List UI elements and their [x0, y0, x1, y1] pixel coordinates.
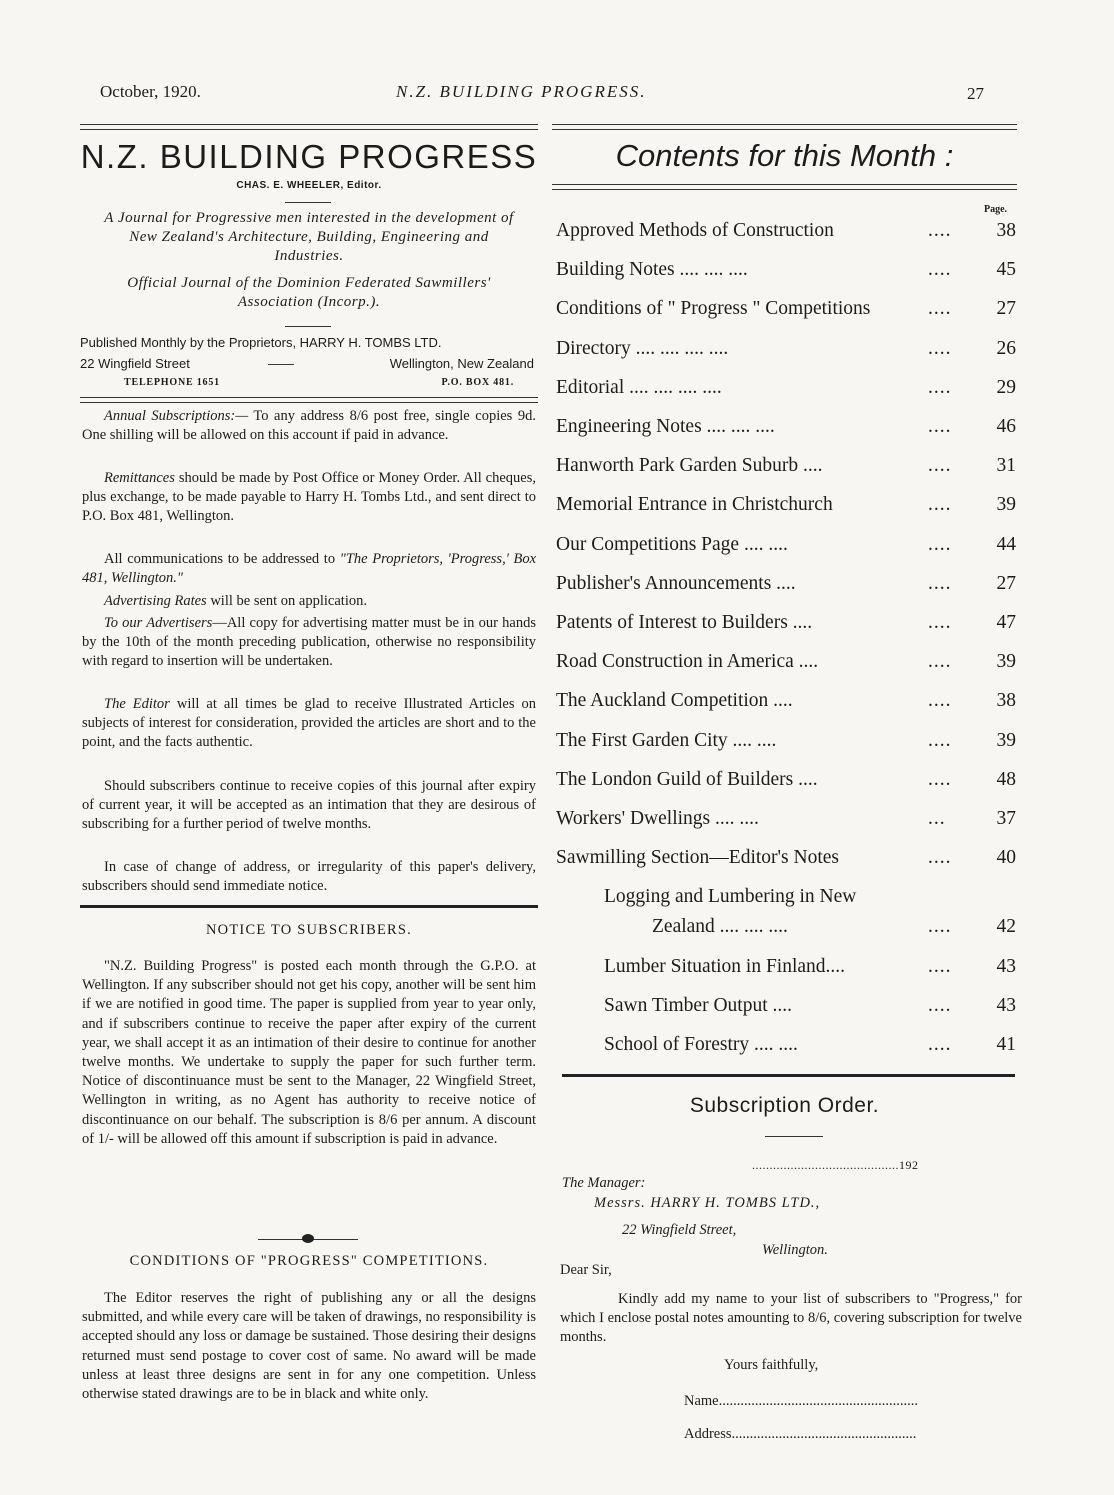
contents-leader-dots: ....	[928, 651, 952, 673]
notice-heading: NOTICE TO SUBSCRIBERS.	[206, 922, 412, 938]
contents-entry-page: 47	[996, 612, 1016, 633]
contents-entry-title: Logging and Lumbering in New	[604, 886, 857, 908]
contents-entry-title: Editorial .... .... .... ....	[556, 376, 722, 398]
contents-row	[556, 573, 1018, 603]
address-dash: ——	[268, 356, 294, 371]
ornament-icon	[302, 1234, 314, 1243]
communications-paragraph	[82, 550, 536, 588]
contents-row	[556, 377, 1018, 407]
subscription-title: Subscription Order.	[689, 1094, 880, 1117]
editor-paragraph	[82, 695, 536, 753]
contents-row	[556, 534, 1018, 564]
contents-entry-title: School of Forestry .... ....	[604, 1034, 798, 1055]
contents-entry-title: Patents of Interest to Builders ....	[556, 612, 813, 633]
contents-leader-dots: ....	[928, 337, 952, 359]
contents-entry-page: 43	[996, 994, 1016, 1016]
contents-entry-title: Zealand .... .... ....	[652, 916, 788, 938]
contents-row	[556, 916, 1018, 946]
page-number: 27	[967, 84, 984, 103]
contents-row	[556, 455, 1018, 485]
contents-entry-page: 45	[996, 259, 1016, 281]
running-head	[100, 82, 984, 106]
contents-leader-dots: ....	[928, 572, 952, 594]
editor-body: will at all times be glad to receive Illustrated Articles on subjects of interest for consideration, provided the articles are short and to the point, and the facts authentic.	[82, 696, 537, 751]
name-field[interactable]: Name.......................................................	[684, 1393, 918, 1409]
contents-top-rule	[552, 184, 1017, 190]
contents-entry-page: 27	[996, 298, 1016, 320]
contents-entry-page: 41	[996, 1034, 1016, 1055]
contents-leader-dots: ....	[928, 494, 952, 516]
contents-leader-dots: ....	[928, 612, 952, 633]
contents-leader-dots: ....	[928, 1034, 952, 1055]
contents-row	[556, 651, 1018, 681]
competitions-paragraph	[82, 1289, 536, 1404]
communications-address: "The Proprietors, 'Progress,' Box 481, Wellington."	[82, 551, 537, 587]
date-line: ..........................................192	[752, 1158, 919, 1172]
subscription-body-paragraph	[560, 1290, 1022, 1348]
contents-entry-title: Workers' Dwellings .... ....	[556, 808, 759, 829]
manager-line	[562, 1175, 645, 1192]
contents-entry-page: 37	[996, 808, 1016, 829]
change-address-body: In case of change of address, or irregularity of this paper's delivery, subscribers should send immediate notice.	[82, 859, 536, 895]
contents-row	[556, 769, 1018, 799]
running-title: N.Z. BUILDING PROGRESS.	[396, 82, 647, 101]
contents-entry-page: 38	[996, 220, 1016, 241]
remittances-lead: Remittances	[104, 470, 175, 486]
contents-leader-dots: ....	[928, 455, 952, 477]
contents-entry-title: Building Notes .... .... ....	[556, 259, 748, 281]
contents-row	[556, 298, 1018, 328]
advertisers-lead: To our Advertisers	[104, 615, 213, 631]
contents-entry-page: 31	[996, 455, 1016, 477]
contents-entry-page: 29	[996, 376, 1016, 398]
contents-entry-title: Publisher's Announcements ....	[556, 572, 796, 594]
street-text: 22 Wingfield Street,	[622, 1222, 737, 1238]
contents-entry-page: 26	[996, 337, 1016, 359]
contents-row	[556, 338, 1018, 368]
contents-entry-title: Sawmilling Section—Editor's Notes	[556, 847, 839, 869]
contents-entry-page: 39	[996, 729, 1016, 751]
advertisers-body: —All copy for advertising matter must be in our hands by the 10th of the month preceding publication, otherwise no responsibility with regard to insertion will be undertaken.	[82, 615, 536, 670]
subscriptions-body: To any address 8/6 post free, single copies 9d. One shilling will be allowed on this account if paid in advance.	[82, 408, 536, 444]
contents-leader-dots: ....	[928, 994, 952, 1016]
contents-entry-page: 39	[996, 651, 1016, 673]
short-rule	[765, 1136, 823, 1137]
contents-row	[556, 995, 1018, 1025]
editor-lead: The Editor	[104, 696, 170, 712]
contents-row	[556, 416, 1018, 446]
contents-entry-title: The First Garden City .... ....	[556, 729, 777, 751]
street-line	[622, 1222, 736, 1239]
advertisers-paragraph	[82, 614, 536, 672]
firm-line	[594, 1195, 820, 1212]
salutation: Dear Sir,	[560, 1262, 612, 1278]
competitions-heading: CONDITIONS OF "PROGRESS" COMPETITIONS.	[129, 1253, 489, 1269]
contents-entry-title: Memorial Entrance in Christchurch	[556, 494, 833, 516]
contents-entry-page: 46	[996, 416, 1016, 437]
address-field[interactable]: Address...................................................	[684, 1426, 917, 1442]
street-text: 22 Wingfield Street	[80, 356, 190, 371]
remittances-body: should be made by Post Office or Money Order. All cheques, plus exchange, to be made payable to Harry H. Tombs Ltd., and sent direct to P.O. Box 481, Wellington.	[82, 470, 536, 525]
contents-entry-page: 44	[996, 533, 1016, 555]
contents-entry-title: Approved Methods of Construction	[556, 220, 834, 241]
contents-leader-dots: ....	[928, 690, 952, 712]
contents-leader-dots: ...	[928, 808, 946, 829]
contents-entry-page: 27	[996, 572, 1016, 594]
contents-entry-page: 40	[996, 847, 1016, 869]
tagline-text: A Journal for Progressive men interested in the development of New Zealand's Architecture, Building, Engineering and Industries.	[104, 210, 514, 264]
publisher-text: Published Monthly by the Proprietors, HARRY H. TOMBS LTD.	[80, 335, 442, 350]
contents-leader-dots: ....	[928, 376, 952, 398]
notice-body: "N.Z. Building Progress" is posted each month through the G.P.O. at Wellington. If any subscriber should not get his copy, another will be sent him if we are notified in good time. The paper is supplied from year to year only, and if subscribers continue to receive the paper after expiry of the current year, we shall accept it as an intimation of their desire to continue for another twelve months. We undertake to supply the paper for such further term. Notice of discontinuance must be sent to the Manager, 22 Wingfield Street, Wellington in writing, as no Agent has authority to receive notice of discontinuance on our behalf. The subscription is 8/6 per annum. A discount of 1/- will be allowed off this amount if subscription is paid in advance.	[82, 958, 536, 1147]
contents-entry-page: 38	[996, 690, 1016, 712]
contents-entry-page: 42	[996, 916, 1016, 938]
contents-entry-page: 48	[996, 768, 1016, 790]
continue-paragraph	[82, 777, 536, 835]
communications-body: All communications to be addressed to	[104, 551, 336, 567]
advertising-lead: Advertising Rates	[104, 593, 207, 609]
subscription-body: Kindly add my name to your list of subscribers to "Progress," for which I enclose postal notes amounting to 8/6, covering subscription for twelve months.	[560, 1291, 1022, 1346]
city-line	[762, 1242, 828, 1259]
contents-entry-title: Lumber Situation in Finland....	[604, 955, 846, 977]
continue-body: Should subscribers continue to receive copies of this journal after expiry of current year, it will be accepted as an intimation that they are desirous of subscribing for a further period of twelve months.	[82, 778, 536, 833]
contents-leader-dots: ....	[928, 916, 952, 938]
contents-title: Contents for this Month :	[615, 138, 954, 173]
contents-leader-dots: ....	[928, 768, 952, 790]
contents-leader-dots: ....	[928, 533, 952, 555]
contents-row	[556, 847, 1018, 877]
contents-leader-dots: ....	[928, 955, 952, 977]
city-text: Wellington, New Zealand	[389, 356, 534, 371]
contents-row	[556, 730, 1018, 760]
pobox-text: P.O. BOX 481.	[441, 377, 514, 388]
official-journal-text: Official Journal of the Dominion Federated Sawmillers' Association (Incorp.).	[127, 275, 491, 310]
closing: Yours faithfully,	[724, 1357, 819, 1373]
contents-row	[556, 886, 1018, 916]
contents-row	[556, 808, 1018, 838]
masthead-title: N.Z. BUILDING PROGRESS	[80, 138, 538, 175]
top-rule-right	[552, 124, 1017, 130]
contents-row	[556, 956, 1018, 986]
short-rule	[285, 202, 331, 203]
contents-entry-page: 43	[996, 955, 1016, 977]
contents-bottom-rule	[562, 1074, 1015, 1077]
contents-entry-title: The Auckland Competition ....	[556, 690, 793, 712]
journal-tagline	[100, 209, 518, 312]
notice-paragraph	[82, 957, 536, 1149]
contents-leader-dots: ....	[928, 416, 952, 437]
contents-leader-dots: ....	[928, 729, 952, 751]
contents-entry-title: Engineering Notes .... .... ....	[556, 416, 775, 437]
contents-entry-title: Hanworth Park Garden Suburb ....	[556, 455, 823, 477]
contents-entry-title: Conditions of " Progress " Competitions	[556, 298, 871, 320]
short-rule	[285, 326, 331, 327]
city-text: Wellington.	[762, 1242, 828, 1258]
contents-row	[556, 690, 1018, 720]
contents-leader-dots: ....	[928, 220, 952, 241]
contents-row	[556, 220, 1018, 250]
contents-row	[556, 259, 1018, 289]
manager-text: The Manager:	[562, 1175, 646, 1191]
contents-leader-dots: ....	[928, 847, 952, 869]
contents-entry-title: The London Guild of Builders ....	[556, 768, 818, 790]
telephone-text: TELEPHONE 1651	[124, 377, 220, 388]
competitions-body: The Editor reserves the right of publishing any or all the designs submitted, and while every care will be taken of drawings, no responsibility is accepted should any loss or damage be sustained. Those desiring their designs returned must send postage to cover cost of same. No award will be made unless at least three designs are sent in for any one competition. Unless otherwise stated drawings are to be in black and white only.	[82, 1290, 536, 1403]
contents-entry-title: Directory .... .... .... ....	[556, 337, 729, 359]
contents-leader-dots: ....	[928, 298, 952, 320]
contents-row	[556, 612, 1018, 642]
issue-date: October, 1920.	[100, 82, 201, 101]
firm-text: Messrs. HARRY H. TOMBS LTD.,	[594, 1195, 821, 1211]
contents-entry-page: 39	[996, 494, 1016, 516]
subscriptions-paragraph	[82, 407, 536, 445]
contents-row	[556, 494, 1018, 524]
contents-row	[556, 1034, 1018, 1064]
contents-entry-title: Sawn Timber Output ....	[604, 994, 792, 1016]
contents-entry-title: Our Competitions Page .... ....	[556, 533, 788, 555]
change-address-paragraph	[82, 858, 536, 896]
advertising-paragraph	[82, 592, 536, 611]
masthead-bottom-rule	[80, 397, 538, 403]
page-column-header: Page.	[984, 204, 1008, 215]
subscriptions-lead: Annual Subscriptions:—	[104, 408, 249, 424]
section-rule	[80, 905, 538, 908]
editor-credit: CHAS. E. WHEELER, Editor.	[236, 180, 382, 191]
advertising-body: will be sent on application.	[210, 593, 367, 609]
contents-entry-title: Road Construction in America ....	[556, 651, 819, 673]
contents-leader-dots: ....	[928, 259, 952, 281]
remittances-paragraph	[82, 469, 536, 527]
top-rule-left	[80, 124, 538, 130]
